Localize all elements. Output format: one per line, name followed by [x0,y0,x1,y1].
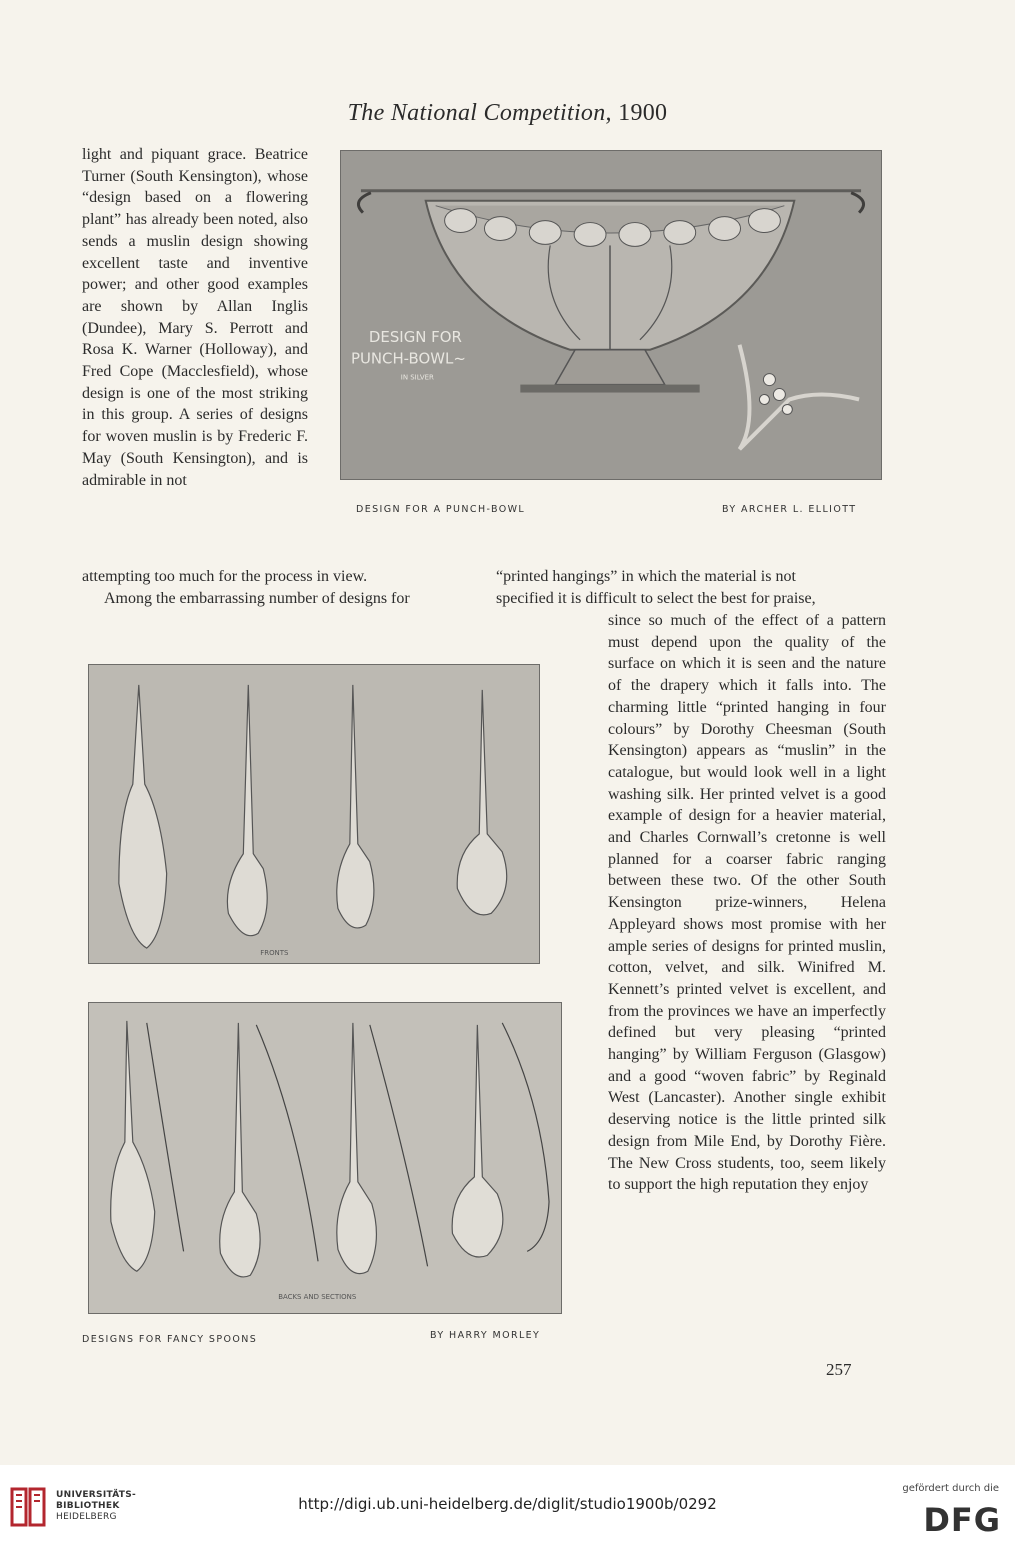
bowl-inscription-line1: DESIGN FOR [368,327,462,346]
running-head-title: The National Competition, [347,100,612,126]
footer-bar [0,1465,1015,1544]
right-column-text [608,610,886,1196]
left-paragraph: light and piquant grace. Beatrice Turner (South Kensington), whose “design based on a flowering plant” has already been noted, also sends a muslin design showing excellent taste and inventive power; and other good examples are shown by Allan Inglis (Dundee), Mary S. Perrott and Rosa K. Warner (Holloway), and Fred Cope (Macclesfield), whose design is one of the most striking in this group. A series of designs for woven muslin is by Frederic F. May (South Kensington), and is admirable in not [82,146,308,489]
spoons-backs-drawing [89,1003,561,1313]
bowl-caption-title: DESIGN FOR A PUNCH-BOWL [356,504,526,515]
right-paragraph: since so much of the effect of a pattern must depend upon the quality of the surface on which it is seen and the nature of the drapery which it falls into. The charming little “printed hanging in four colours” by Dorothy Cheesman (South Kensington) appears as “muslin” in the catalogue, but would look well in a light washing silk. Her printed velvet is a good example of design for a heavier material, and Charles Cornwall’s cretonne is well planned for a coarser fabric ranging between these two. Of the other South Kensington prize-winners, Helena Appleyard shows most promise with her ample series of designs for printed muslin, cotton, velvet, and silk. Winifred M. Kennett’s printed velvet is excellent, and from the provinces we have an imperfectly defined but very pleasing “printed hanging” by William Ferguson (Glasgow) and a good “woven fabric” by Reginald West (Lancaster). Another single exhibit deserving notice is the little printed silk design from Mile End, by Dorothy Fière. The New Cross students, too, seem likely to support the high reputation they enjoy [608,612,886,1194]
spoons-fronts-illustration [88,664,540,964]
spoons-caption-title: DESIGNS FOR FANCY SPOONS [82,1334,258,1345]
page-number: 257 [826,1360,852,1379]
spoons-backs-illustration [88,1002,562,1314]
library-line2: BIBLIOTHEK [56,1501,120,1511]
spoons-caption-author: BY HARRY MORLEY [430,1330,541,1341]
bowl-inscription-line2: PUNCH-BOWL~ [350,349,466,368]
fronts-label: FRONTS [260,949,289,958]
backs-label: BACKS AND SECTIONS [278,1293,357,1302]
running-head-year: 1900 [618,100,668,126]
dfg-logo: DFG [923,1501,1001,1539]
line-printed-hangings: “printed hangings” in which the material is not [496,568,796,585]
line-among: Among the embarrassing number of designs for [104,590,410,607]
line-attempting: attempting too much for the process in view. [82,568,368,585]
spoons-fronts-drawing [89,665,539,963]
library-line1: UNIVERSITÄTS- [56,1490,137,1500]
line-specified: specified it is difficult to select the best for praise, [496,590,816,607]
permalink-url[interactable]: http://digi.ub.uni-heidelberg.de/diglit/studio1900b/0292 [298,1495,717,1513]
left-column-text [82,144,308,491]
bowl-inscription-line3: IN SILVER [400,373,434,382]
punch-bowl-drawing [341,151,881,479]
bowl-caption-author: BY ARCHER L. ELLIOTT [722,504,857,515]
library-line3: HEIDELBERG [56,1512,117,1522]
punch-bowl-illustration [340,150,882,480]
sponsor-note: gefördert durch die [902,1483,999,1494]
running-head [0,100,1015,127]
